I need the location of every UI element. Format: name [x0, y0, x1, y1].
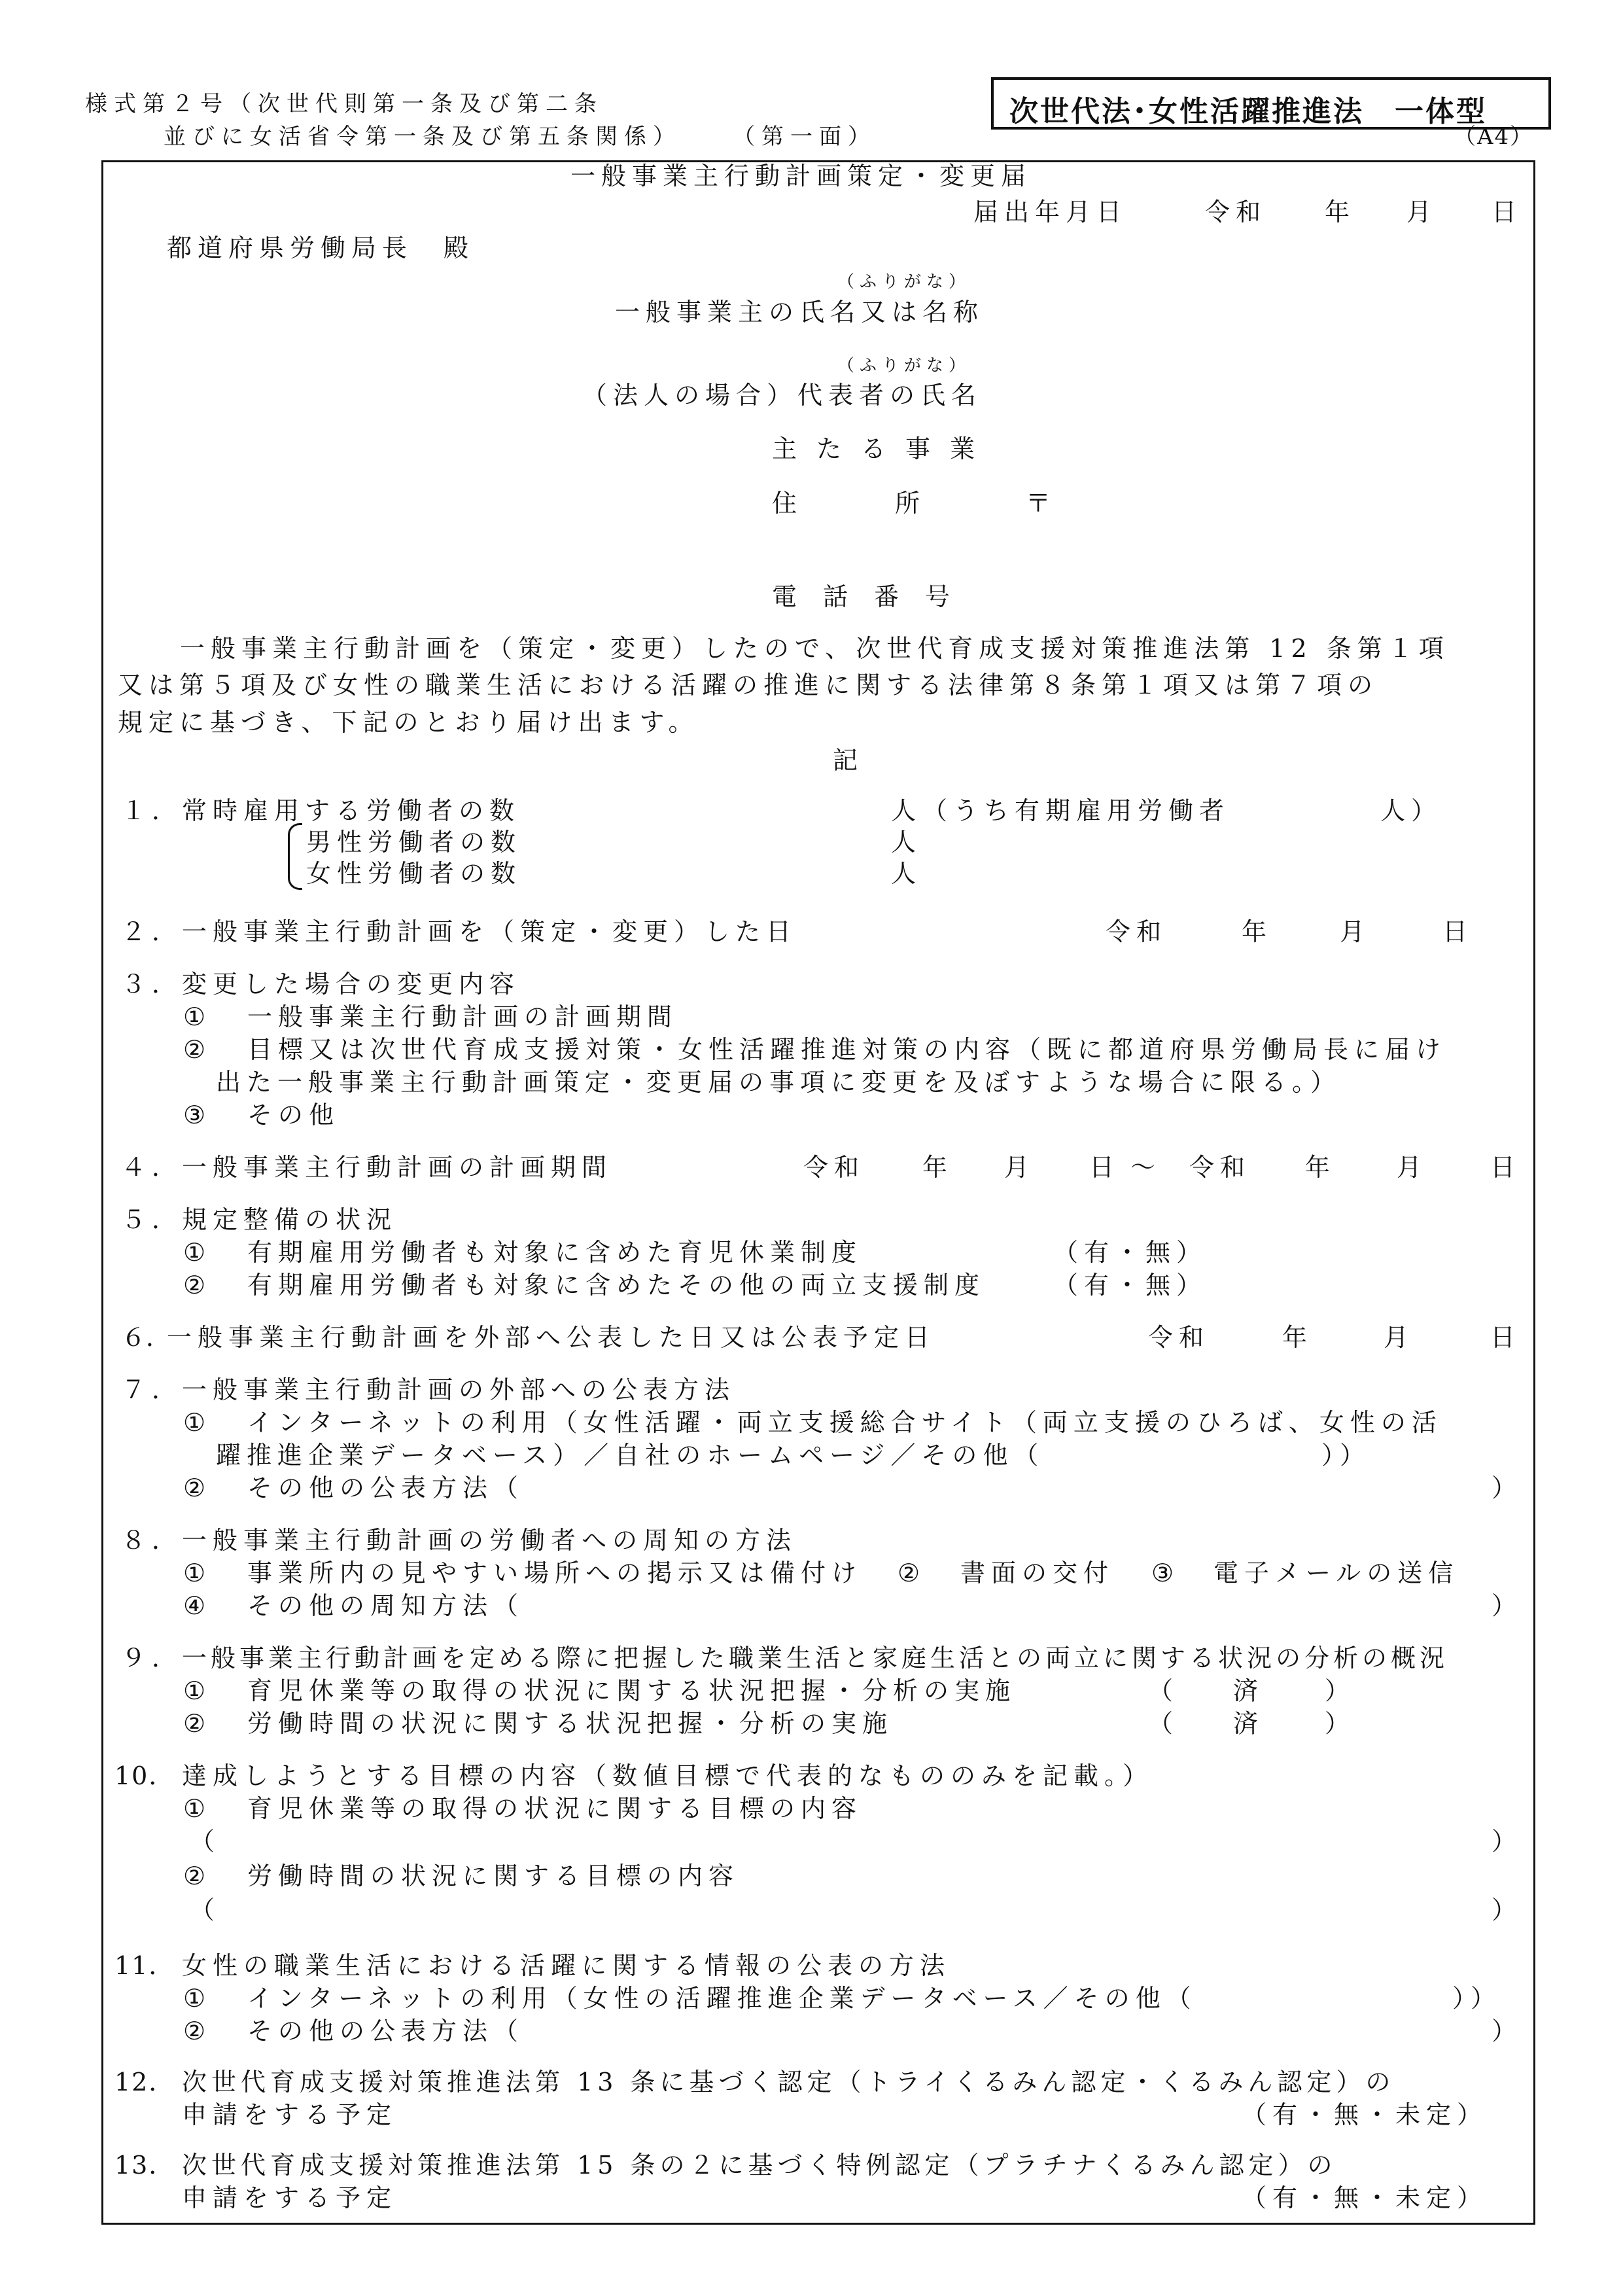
- item11-option2-close: ）: [1492, 2017, 1523, 2045]
- item13-choice: （有・無・未定）: [1242, 2183, 1488, 2212]
- item5-number: ５．: [121, 1205, 183, 1234]
- item11-number: 11．: [114, 1951, 175, 1980]
- item4-start-year: 年: [922, 1153, 954, 1182]
- item10-option1-close: ）: [1492, 1827, 1523, 1856]
- item11-label: 女性の職業生活における活躍に関する情報の公表の方法: [182, 1951, 951, 1980]
- paper-size-label: （A4）: [1454, 124, 1534, 150]
- intro-line-2: 又は第５項及び女性の職業生活における活躍の推進に関する法律第８条第１項又は第７項の: [118, 671, 1379, 699]
- item5-option1-choice: （有・無）: [1053, 1238, 1208, 1267]
- item5-option1-mark: ①: [183, 1238, 212, 1267]
- item6-number: ６．: [121, 1323, 171, 1352]
- item1-male-unit: 人: [891, 828, 922, 857]
- item4-start-day: 日: [1089, 1153, 1121, 1182]
- item5-option1-text: 有期雇用労働者も対象に含めた育児休業制度: [247, 1238, 863, 1267]
- item8-option3-text: 電子メールの送信: [1213, 1559, 1459, 1587]
- item10-option1-open: （: [190, 1827, 221, 1856]
- submit-date-era: 令和: [1205, 198, 1267, 226]
- law-type-badge-text: 次世代法･女性活躍推進法 一体型: [1009, 95, 1487, 128]
- submit-date-day: 日: [1492, 198, 1523, 226]
- item3-number: ３．: [121, 970, 183, 998]
- furigana-label-employer: （ふりがな）: [837, 272, 971, 292]
- item2-label: 一般事業主行動計画を（策定・変更）した日: [182, 917, 797, 946]
- item8-option4-close: ）: [1492, 1591, 1523, 1620]
- item4-start-era: 令和: [803, 1153, 865, 1182]
- submit-date-label: 届出年月日: [973, 198, 1128, 226]
- item4-number: ４．: [121, 1153, 183, 1182]
- intro-line-1: 一般事業主行動計画を（策定・変更）したので、次世代育成支援対策推進法第 12 条第１項: [180, 634, 1450, 663]
- form-number-line2: 並びに女活省令第一条及び第五条関係）: [164, 124, 682, 150]
- item3-option3-mark: ③: [183, 1101, 212, 1129]
- item8-option2-text: 書面の交付: [960, 1559, 1115, 1587]
- item2-year: 年: [1242, 917, 1273, 946]
- item8-number: ８．: [121, 1526, 183, 1555]
- item3-label: 変更した場合の変更内容: [182, 970, 521, 998]
- intro-line-3: 規定に基づき、下記のとおり届け出ます。: [118, 708, 699, 737]
- item11-option2-text: その他の公表方法（: [247, 2017, 525, 2045]
- item11-option2-mark: ②: [183, 2017, 212, 2045]
- addressee: 都道府県労働局長 殿: [167, 234, 475, 262]
- item10-option2-open: （: [190, 1896, 221, 1924]
- item7-option2-text: その他の公表方法（: [247, 1474, 525, 1502]
- furigana-label-rep: （ふりがな）: [837, 356, 971, 376]
- item1-label: 常時雇用する労働者の数: [182, 796, 521, 825]
- item8-option1-mark: ①: [183, 1559, 212, 1587]
- item7-label: 一般事業主行動計画の外部への公表方法: [182, 1375, 736, 1404]
- item1-male-label: 男性労働者の数: [306, 828, 522, 857]
- representative-name-label: （法人の場合）代表者の氏名: [582, 381, 983, 410]
- item1-fixed-term-unit: 人）: [1380, 796, 1442, 825]
- item2-month: 月: [1340, 917, 1371, 946]
- item9-option1-mark: ①: [183, 1676, 212, 1705]
- item1-fixed-term-label: （うち有期雇用労働者: [922, 796, 1230, 825]
- item4-end-day: 日: [1490, 1153, 1522, 1182]
- item12-label-cont: 申請をする予定: [182, 2100, 398, 2129]
- form-frame: [101, 160, 1535, 2225]
- item13-label: 次世代育成支援対策推進法第 15 条の２に基づく特例認定（プラチナくるみん認定）の: [182, 2151, 1337, 2180]
- item9-option1-text: 育児休業等の取得の状況に関する状況把握・分析の実施: [247, 1676, 1017, 1705]
- item2-era: 令和: [1106, 917, 1168, 946]
- item9-option2-text: 労働時間の状況に関する状況把握・分析の実施: [247, 1709, 894, 1738]
- item9-option1-open: （: [1148, 1676, 1179, 1705]
- item4-end-month: 月: [1397, 1153, 1428, 1182]
- item1-number: １．: [121, 796, 183, 825]
- item7-option1-close: ））: [1321, 1441, 1371, 1470]
- item6-label: 一般事業主行動計画を外部へ公表した日又は公表予定日: [167, 1323, 936, 1352]
- item5-label: 規定整備の状況: [182, 1205, 398, 1234]
- item11-option1-text: インターネットの利用（女性の活躍推進企業データベース／その他（: [247, 1984, 1197, 2013]
- item10-option2-text: 労働時間の状況に関する目標の内容: [247, 1862, 740, 1890]
- address-label: 住 所: [772, 489, 926, 518]
- item11-option1-mark: ①: [183, 1984, 212, 2013]
- main-business-label: 主たる事業: [772, 434, 995, 463]
- employer-name-label: 一般事業主の氏名又は名称: [615, 298, 985, 327]
- item7-option2-mark: ②: [183, 1474, 212, 1502]
- item4-start-month: 月: [1004, 1153, 1036, 1182]
- item4-end-era: 令和: [1189, 1153, 1251, 1182]
- item8-label: 一般事業主行動計画の労働者への周知の方法: [182, 1526, 797, 1555]
- item4-label: 一般事業主行動計画の計画期間: [182, 1153, 613, 1182]
- item4-end-year: 年: [1305, 1153, 1336, 1182]
- item7-number: ７．: [121, 1375, 183, 1404]
- item5-option2-mark: ②: [183, 1271, 212, 1299]
- form-number-line1: 様式第２号（次世代則第一条及び第二条: [85, 91, 603, 117]
- item8-option4-text: その他の周知方法（: [247, 1591, 525, 1620]
- item11-option1-close: ））: [1452, 1984, 1502, 2013]
- item8-option4-mark: ④: [183, 1591, 212, 1620]
- item7-option2-close: ）: [1492, 1474, 1523, 1502]
- item6-day: 日: [1490, 1323, 1522, 1352]
- item10-label: 達成しようとする目標の内容（数値目標で代表的なもののみを記載。）: [182, 1761, 1154, 1790]
- item9-option1-close: ）: [1325, 1676, 1356, 1705]
- item1-gender-bracket: [288, 823, 302, 890]
- item3-option2-cont: 出た一般事業主行動計画策定・変更届の事項に変更を及ぼすような場合に限る。）: [216, 1068, 1342, 1097]
- item9-option2-mark: ②: [183, 1709, 212, 1738]
- item8-option1-text: 事業所内の見やすい場所への掲示又は備付け: [247, 1559, 863, 1587]
- item6-era: 令和: [1148, 1323, 1210, 1352]
- item4-tilde: ～: [1130, 1153, 1162, 1182]
- item3-option2-text: 目標又は次世代育成支援対策・女性活躍推進対策の内容（既に都道府県労働局長に届け: [247, 1035, 1447, 1064]
- item10-option2-close: ）: [1492, 1896, 1523, 1924]
- item9-option2-close: ）: [1325, 1709, 1356, 1738]
- item10-option1-mark: ①: [183, 1794, 212, 1823]
- item9-option2-open: （: [1148, 1709, 1179, 1738]
- item7-option1-text: インターネットの利用（女性活躍・両立支援総合サイト（両立支援のひろば、女性の活: [247, 1408, 1442, 1437]
- law-type-badge: [991, 77, 1551, 130]
- item13-number: 13．: [114, 2151, 175, 2180]
- item9-option1-done: 済: [1233, 1676, 1265, 1705]
- item9-option2-done: 済: [1233, 1709, 1265, 1738]
- page-side-label: （第一面）: [733, 124, 877, 150]
- submit-date-year: 年: [1325, 198, 1356, 226]
- item12-number: 12．: [114, 2068, 175, 2096]
- item2-number: ２．: [121, 917, 183, 946]
- item3-option1-mark: ①: [183, 1002, 212, 1031]
- item6-month: 月: [1384, 1323, 1415, 1352]
- item10-option1-text: 育児休業等の取得の状況に関する目標の内容: [247, 1794, 863, 1823]
- ki-label: 記: [833, 746, 864, 775]
- item5-option2-choice: （有・無）: [1053, 1271, 1208, 1299]
- item7-option1-cont: 躍推進企業データベース）／自社のホームページ／その他（: [216, 1441, 1045, 1470]
- item13-label-cont: 申請をする予定: [182, 2183, 398, 2212]
- item10-option2-mark: ②: [183, 1862, 212, 1890]
- item12-choice: （有・無・未定）: [1242, 2100, 1488, 2129]
- item3-option1-text: 一般事業主行動計画の計画期間: [247, 1002, 678, 1031]
- item8-option2-mark: ②: [898, 1559, 926, 1587]
- item12-label: 次世代育成支援対策推進法第 13 条に基づく認定（トライくるみん認定・くるみん認定）の: [182, 2068, 1395, 2096]
- item5-option2-text: 有期雇用労働者も対象に含めたその他の両立支援制度: [247, 1271, 986, 1299]
- item1-female-unit: 人: [891, 859, 922, 888]
- item10-number: 10．: [114, 1761, 175, 1790]
- item1-female-label: 女性労働者の数: [306, 859, 522, 888]
- item8-option3-mark: ③: [1151, 1559, 1180, 1587]
- item9-label: 一般事業主行動計画を定める際に把握した職業生活と家庭生活との両立に関する状況の分析の概況: [182, 1644, 1449, 1672]
- item6-year: 年: [1282, 1323, 1314, 1352]
- item1-unit: 人: [891, 796, 922, 825]
- item9-number: ９．: [121, 1644, 183, 1672]
- item3-option3-text: その他: [247, 1101, 340, 1129]
- submit-date-month: 月: [1406, 198, 1438, 226]
- phone-label: 電話番号: [772, 582, 977, 611]
- form-title: 一般事業主行動計画策定・変更届: [570, 162, 1032, 190]
- item2-day: 日: [1442, 917, 1474, 946]
- postal-mark: 〒: [1026, 489, 1057, 518]
- item3-option2-mark: ②: [183, 1035, 212, 1064]
- item7-option1-mark: ①: [183, 1408, 212, 1437]
